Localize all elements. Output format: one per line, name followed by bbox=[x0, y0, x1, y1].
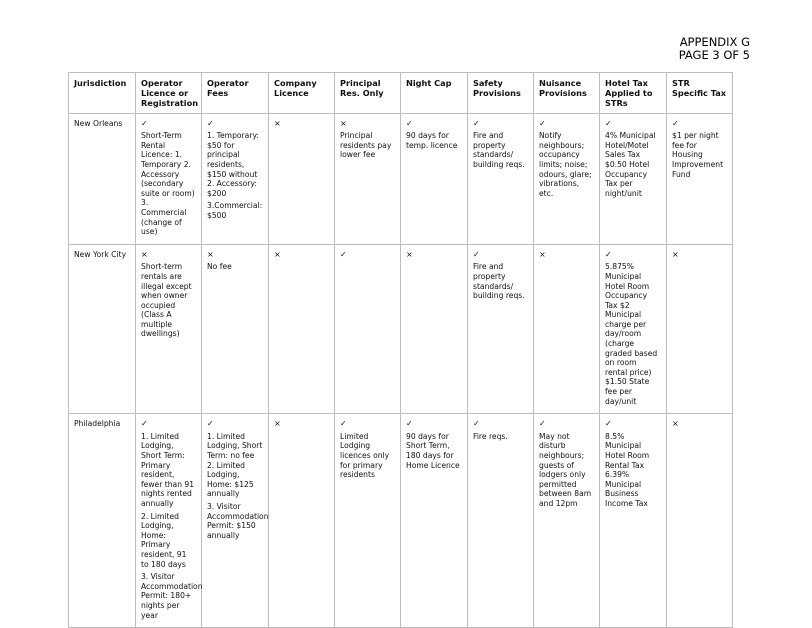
str-comparison-table bbox=[68, 72, 733, 628]
cross-icon: × bbox=[672, 249, 679, 259]
checkmark-icon: ✓ bbox=[605, 419, 612, 429]
cell-operator-licence bbox=[136, 414, 202, 628]
cell-text: Notify neighbours; occupancy limits; noise; odours, glare; vibrations, etc. bbox=[539, 131, 592, 198]
cell-company-licence bbox=[269, 414, 335, 628]
cross-icon: × bbox=[340, 118, 347, 128]
checkmark-icon: ✓ bbox=[539, 419, 546, 429]
cell-text: Short-Term Rental Licence: 1. Temporary 2. Accessory (secondary suite or room) 3. Commercial (change of use) bbox=[141, 131, 195, 237]
table-row bbox=[69, 244, 733, 414]
checkmark-icon: ✓ bbox=[672, 118, 679, 128]
cell-hotel-tax bbox=[600, 113, 667, 244]
checkmark-icon: ✓ bbox=[406, 118, 413, 128]
cell-operator-licence bbox=[136, 113, 202, 244]
cell-nuisance bbox=[534, 113, 600, 244]
cell-text: 1. Temporary: $50 for principal residents, $150 without 2. Accessory: $200 bbox=[207, 131, 259, 198]
header-company-licence: Company Licence bbox=[269, 73, 335, 114]
header-row bbox=[69, 73, 733, 114]
cell-text: 1. Limited Lodging, Short Term: no fee 2. Limited Lodging, Home: $125 annually bbox=[207, 431, 263, 499]
cell-text: 3.Commercial: $500 bbox=[207, 201, 263, 220]
cell-text: 3. Visitor Accommodation Permit: 180+ nights per year bbox=[141, 572, 203, 620]
cell-safety bbox=[468, 244, 534, 414]
checkmark-icon: ✓ bbox=[605, 118, 612, 128]
cell-nuisance bbox=[534, 414, 600, 628]
cell-hotel-tax bbox=[600, 244, 667, 414]
cell-jurisdiction: New York City bbox=[69, 244, 136, 414]
cross-icon: × bbox=[539, 249, 546, 259]
cross-icon: × bbox=[207, 249, 214, 259]
cell-text: Principal residents pay lower fee bbox=[340, 131, 392, 160]
header-hotel-tax: Hotel Tax Applied to STRs bbox=[600, 73, 667, 114]
header-principal-res: Principal Res. Only bbox=[335, 73, 401, 114]
cell-text: 2. Limited Lodging, Home: Primary resident, 91 to 180 days bbox=[141, 511, 187, 569]
header-jurisdiction: Jurisdiction bbox=[69, 73, 136, 114]
cell-str-tax bbox=[667, 113, 733, 244]
cell-text: 90 days for Short Term, 180 days for Home Licence bbox=[406, 431, 460, 470]
page-number: PAGE 3 OF 5 bbox=[678, 48, 750, 62]
cell-text: $1 per night fee for Housing Improvement Fund bbox=[672, 131, 724, 179]
cell-operator-fees bbox=[202, 244, 269, 414]
header-nuisance: Nuisance Provisions bbox=[534, 73, 600, 114]
cross-icon: × bbox=[672, 419, 679, 429]
cell-text: Fire reqs. bbox=[473, 431, 508, 441]
checkmark-icon: ✓ bbox=[141, 419, 148, 429]
header-safety: Safety Provisions bbox=[468, 73, 534, 114]
checkmark-icon: ✓ bbox=[473, 249, 480, 259]
cell-text: 5.875% Municipal Hotel Room Occupancy Tax $2 Municipal charge per day/room (charge graded based on room rental price) $1.50 State fee per day/unit bbox=[605, 262, 658, 406]
cell-principal-res bbox=[335, 414, 401, 628]
cross-icon: × bbox=[406, 249, 413, 259]
checkmark-icon: ✓ bbox=[605, 249, 612, 259]
checkmark-icon: ✓ bbox=[473, 118, 480, 128]
checkmark-icon: ✓ bbox=[207, 419, 214, 429]
cell-text: 8.5% Municipal Hotel Room Rental Tax 6.39% Municipal Business Income Tax bbox=[605, 431, 650, 508]
cell-company-licence bbox=[269, 113, 335, 244]
cell-night-cap bbox=[401, 414, 468, 628]
cross-icon: × bbox=[274, 419, 281, 429]
cell-text: May not disturb neighbours; guests of lodgers only permitted between 8am and 12pm bbox=[539, 431, 592, 508]
table-row bbox=[69, 113, 733, 244]
cell-text: Fire and property standards/ building reqs. bbox=[473, 131, 525, 169]
cell-str-tax bbox=[667, 414, 733, 628]
cell-text: Fire and property standards/ building reqs. bbox=[473, 262, 525, 301]
checkmark-icon: ✓ bbox=[539, 118, 546, 128]
cell-night-cap bbox=[401, 244, 468, 414]
cell-hotel-tax bbox=[600, 414, 667, 628]
cell-operator-fees bbox=[202, 113, 269, 244]
cell-night-cap bbox=[401, 113, 468, 244]
cell-safety bbox=[468, 113, 534, 244]
cell-text: Limited Lodging licences only for primary residents bbox=[340, 431, 390, 480]
cross-icon: × bbox=[274, 249, 281, 259]
cell-text: 1. Limited Lodging, Short Term: Primary resident, fewer than 91 nights rented annually bbox=[141, 431, 195, 508]
header-operator-fees: Operator Fees bbox=[202, 73, 269, 114]
checkmark-icon: ✓ bbox=[207, 118, 214, 128]
table-row bbox=[69, 414, 733, 628]
cell-text: No fee bbox=[207, 262, 232, 272]
checkmark-icon: ✓ bbox=[340, 419, 347, 429]
checkmark-icon: ✓ bbox=[141, 118, 148, 128]
checkmark-icon: ✓ bbox=[340, 249, 347, 259]
checkmark-icon: ✓ bbox=[473, 419, 480, 429]
cell-text: Short-term rentals are illegal except when owner occupied (Class A multiple dwellings) bbox=[141, 262, 192, 339]
cell-text: 3. Visitor Accommodation Permit: $150 annually bbox=[207, 501, 269, 540]
checkmark-icon: ✓ bbox=[406, 419, 413, 429]
cell-operator-fees bbox=[202, 414, 269, 628]
cell-safety bbox=[468, 414, 534, 628]
cell-text: 4% Municipal Hotel/Motel Sales Tax $0.50 Hotel Occupancy Tax per night/unit bbox=[605, 131, 656, 198]
header-night-cap: Night Cap bbox=[401, 73, 468, 114]
cell-str-tax bbox=[667, 244, 733, 414]
cross-icon: × bbox=[141, 249, 148, 259]
cell-jurisdiction: Philadelphia bbox=[69, 414, 136, 628]
cell-operator-licence bbox=[136, 244, 202, 414]
cell-principal-res bbox=[335, 244, 401, 414]
cross-icon: × bbox=[274, 118, 281, 128]
cell-text: 90 days for temp. licence bbox=[406, 131, 458, 150]
header-operator-licence: Operator Licence or Registration bbox=[136, 73, 202, 114]
header-str-tax: STR Specific Tax bbox=[667, 73, 733, 114]
appendix-title: APPENDIX G bbox=[679, 35, 750, 49]
appendix-header bbox=[679, 36, 750, 62]
cell-principal-res bbox=[335, 113, 401, 244]
cell-jurisdiction: New Orleans bbox=[69, 113, 136, 244]
cell-nuisance bbox=[534, 244, 600, 414]
cell-company-licence bbox=[269, 244, 335, 414]
